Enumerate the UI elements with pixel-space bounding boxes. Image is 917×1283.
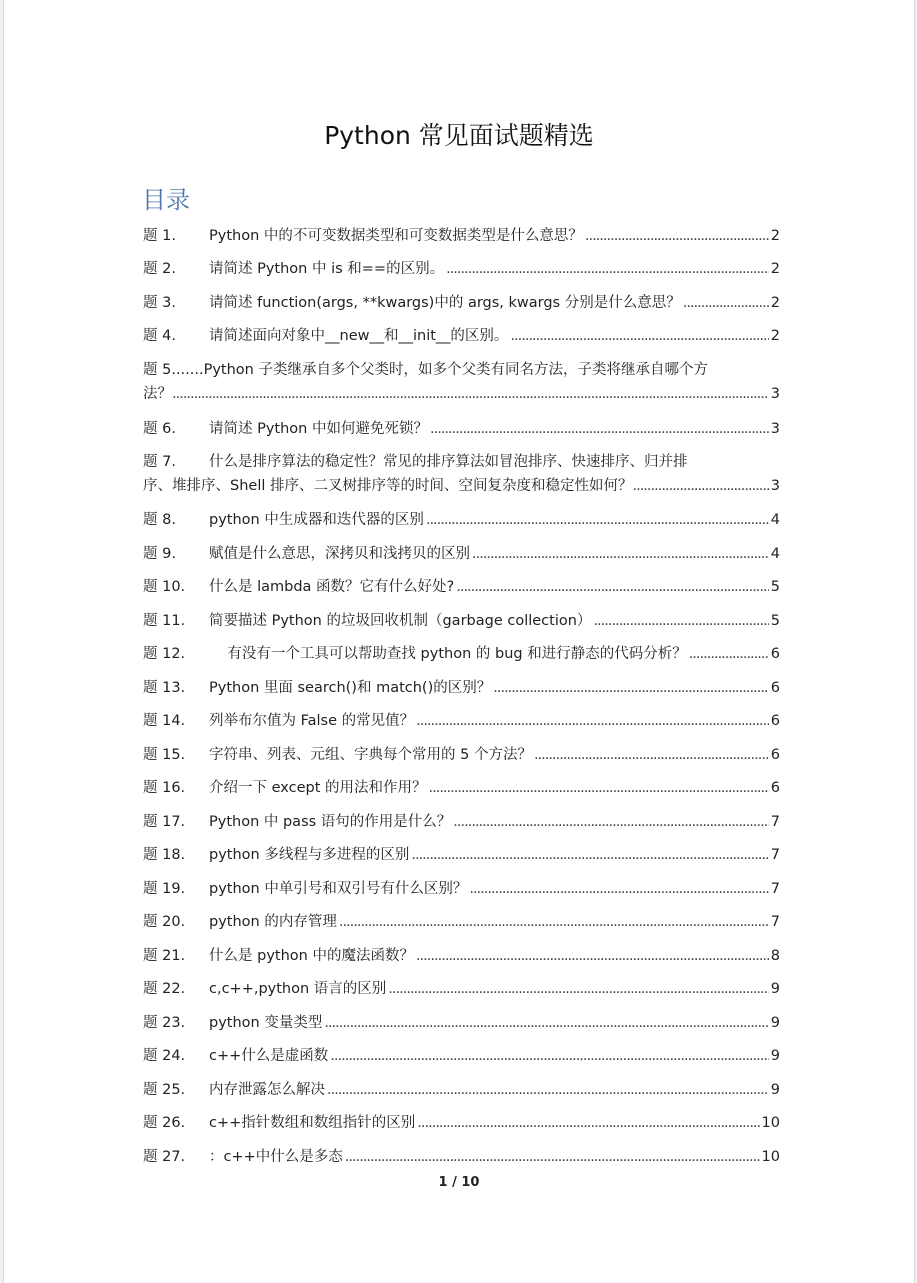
toc-entry-number: 题 7. xyxy=(143,454,176,470)
toc-entry-6[interactable] xyxy=(143,419,780,439)
toc-leader-dots xyxy=(417,1113,759,1133)
toc-entry-title: 题 5.......Python 子类继承自多个父类时，如多个父类有同名方法，子类将继承自哪个方 xyxy=(143,362,708,378)
toc-entry-page: 3 xyxy=(770,386,780,402)
toc-entry-title: Python 中 pass 语句的作用是什么？ xyxy=(209,814,452,830)
toc-entry-title: python 变量类型 xyxy=(209,1015,323,1031)
toc-entry-1[interactable] xyxy=(143,226,780,246)
toc-entry-8[interactable] xyxy=(143,510,780,530)
toc-entry-title: 请简述 Python 中如何避免死锁？ xyxy=(209,421,428,437)
toc-entry-title-cont: 法？ xyxy=(143,386,172,402)
toc-entry-21[interactable] xyxy=(143,946,780,966)
toc-entry-11[interactable] xyxy=(143,611,780,631)
toc-entry-title: 请简述面向对象中__new__和__init__的区别。 xyxy=(209,328,509,344)
toc-entry-26[interactable] xyxy=(143,1113,780,1133)
toc-entry-title-cont: 序、堆排序、Shell 排序、二叉树排序等的时间、空间复杂度和稳定性如何？ xyxy=(143,478,633,494)
toc-leader-dots xyxy=(493,678,769,698)
toc-entry-page: 4 xyxy=(770,512,780,528)
toc-entry-12[interactable] xyxy=(143,644,780,664)
toc-leader-dots xyxy=(430,419,769,439)
toc-entry-page: 10 xyxy=(761,1149,780,1165)
toc-entry-15[interactable] xyxy=(143,745,780,765)
toc-entry-page: 9 xyxy=(770,1082,780,1098)
toc-entry-title: c++指针数组和数组指针的区别 xyxy=(209,1115,416,1131)
toc-entry-18[interactable] xyxy=(143,845,780,865)
toc-entry-title: 介绍一下 except 的用法和作用？ xyxy=(209,780,427,796)
toc-entry-title: Python 中的不可变数据类型和可变数据类型是什么意思？ xyxy=(209,228,583,244)
toc-entry-number: 题 14. xyxy=(143,713,186,729)
toc-entry-number: 题 17. xyxy=(143,814,186,830)
toc-entry-page: 2 xyxy=(770,328,780,344)
toc-entry-10[interactable] xyxy=(143,577,780,597)
toc-entry-2[interactable] xyxy=(143,259,780,279)
toc-entry-number: 题 22. xyxy=(143,981,186,997)
toc-entry-title: 有没有一个工具可以帮助查找 python 的 bug 和进行静态的代码分析？ xyxy=(209,646,687,662)
toc-entry-title: 什么是排序算法的稳定性？常见的排序算法如冒泡排序、快速排序、归并排 xyxy=(209,454,688,470)
toc-entry-number: 题 8. xyxy=(143,512,176,528)
document-page xyxy=(3,0,915,1283)
toc-leader-dots xyxy=(689,644,769,664)
toc-leader-dots xyxy=(453,812,768,832)
page-footer-number: 1 / 10 xyxy=(438,1175,480,1190)
toc-entry-page: 3 xyxy=(770,421,780,437)
toc-leader-dots xyxy=(330,1046,768,1066)
toc-entry-page: 7 xyxy=(770,881,780,897)
toc-leader-dots xyxy=(429,778,769,798)
toc-entry-number: 题 11. xyxy=(143,613,186,629)
toc-entry-page: 4 xyxy=(770,546,780,562)
toc-entry-number: 题 16. xyxy=(143,780,186,796)
toc-entry-page: 6 xyxy=(770,680,780,696)
toc-leader-dots xyxy=(345,1147,760,1167)
toc-entry-22[interactable] xyxy=(143,979,780,999)
toc-entry-page: 9 xyxy=(770,1015,780,1031)
toc-entry-13[interactable] xyxy=(143,678,780,698)
toc-entry-number: 题 18. xyxy=(143,847,186,863)
toc-entry-number: 题 12. xyxy=(143,646,186,662)
toc-entry-number: 题 20. xyxy=(143,914,186,930)
toc-entry-number: 题 6. xyxy=(143,421,176,437)
toc-entry-page: 9 xyxy=(770,981,780,997)
toc-entry-page: 2 xyxy=(770,261,780,277)
toc-entry-number: 题 1. xyxy=(143,228,176,244)
toc-leader-dots xyxy=(411,845,768,865)
toc-entry-title: 请简述 Python 中 is 和==的区别。 xyxy=(209,261,445,277)
toc-entry-title: ：c++中什么是多态 xyxy=(209,1149,343,1165)
toc-entry-20[interactable] xyxy=(143,912,780,932)
toc-entry-number: 题 23. xyxy=(143,1015,186,1031)
toc-leader-dots xyxy=(510,326,768,346)
toc-leader-dots xyxy=(585,226,769,246)
toc-heading: 目录 xyxy=(142,186,190,214)
toc-entry-title: 什么是 python 中的魔法函数？ xyxy=(209,948,414,964)
toc-leader-dots xyxy=(416,946,769,966)
toc-entry-number: 题 25. xyxy=(143,1082,186,1098)
document-title: Python 常见面试题精选 xyxy=(324,121,594,150)
toc-entry-number: 题 9. xyxy=(143,546,176,562)
toc-leader-dots xyxy=(683,293,769,313)
toc-leader-dots xyxy=(456,577,769,597)
toc-entry-title: 内存泄露怎么解决 xyxy=(209,1082,325,1098)
toc-leader-dots xyxy=(534,745,769,765)
toc-entry-title: 请简述 function(args, **kwargs)中的 args, kwargs 分别是什么意思？ xyxy=(209,295,681,311)
toc-entry-page: 5 xyxy=(770,579,780,595)
toc-entry-page: 5 xyxy=(770,613,780,629)
toc-entry-page: 3 xyxy=(770,478,780,494)
toc-entry-number: 题 19. xyxy=(143,881,186,897)
toc-entry-title: 什么是 lambda 函数？它有什么好处? xyxy=(209,579,455,595)
toc-leader-dots xyxy=(593,611,768,631)
toc-entry-title: Python 里面 search()和 match()的区别？ xyxy=(209,680,492,696)
toc-entry-number: 题 15. xyxy=(143,747,186,763)
toc-leader-dots xyxy=(426,510,769,530)
toc-entry-27[interactable] xyxy=(143,1147,780,1167)
toc-entry-page: 2 xyxy=(770,295,780,311)
toc-entry-24[interactable] xyxy=(143,1046,780,1066)
toc-entry-16[interactable] xyxy=(143,778,780,798)
toc-entry-page: 6 xyxy=(770,747,780,763)
toc-entry-number: 题 4. xyxy=(143,328,176,344)
toc-entry-page: 6 xyxy=(770,780,780,796)
toc-entry-4[interactable] xyxy=(143,326,780,346)
toc-entry-number: 题 24. xyxy=(143,1048,186,1064)
toc-entry-number: 题 26. xyxy=(143,1115,186,1131)
toc-entry-5[interactable] xyxy=(143,360,780,404)
toc-entry-3[interactable] xyxy=(143,293,780,313)
toc-entry-page: 6 xyxy=(770,713,780,729)
toc-entry-title: 赋值是什么意思，深拷贝和浅拷贝的区别 xyxy=(209,546,470,562)
toc-entry-number: 题 13. xyxy=(143,680,186,696)
toc-entry-title: python 的内存管理 xyxy=(209,914,337,930)
toc-entry-9[interactable] xyxy=(143,544,780,564)
toc-entry-number: 题 2. xyxy=(143,261,176,277)
toc-leader-dots xyxy=(324,1013,768,1033)
toc-leader-dots xyxy=(388,979,768,999)
toc-entry-title: 列举布尔值为 False 的常见值？ xyxy=(209,713,415,729)
toc-entry-page: 9 xyxy=(770,1048,780,1064)
toc-leader-dots xyxy=(172,384,769,404)
toc-entry-title: 字符串、列表、元组、字典每个常用的 5 个方法？ xyxy=(209,747,532,763)
toc-entry-number: 题 27. xyxy=(143,1149,186,1165)
toc-leader-dots xyxy=(416,711,769,731)
toc-entry-page: 7 xyxy=(770,914,780,930)
toc-leader-dots xyxy=(472,544,769,564)
toc-entry-number: 题 10. xyxy=(143,579,186,595)
toc-entry-7[interactable] xyxy=(143,452,780,496)
toc-entry-19[interactable] xyxy=(143,879,780,899)
toc-entry-23[interactable] xyxy=(143,1013,780,1033)
toc-entry-page: 10 xyxy=(761,1115,780,1131)
toc-entry-title: python 中单引号和双引号有什么区别？ xyxy=(209,881,468,897)
toc-entry-page: 2 xyxy=(770,228,780,244)
toc-entry-page: 6 xyxy=(770,646,780,662)
toc-entry-page: 8 xyxy=(770,948,780,964)
toc-entry-title: 简要描述 Python 的垃圾回收机制（garbage collection） xyxy=(209,613,592,629)
toc-entry-17[interactable] xyxy=(143,812,780,832)
toc-leader-dots xyxy=(327,1080,769,1100)
toc-entry-14[interactable] xyxy=(143,711,780,731)
toc-entry-25[interactable] xyxy=(143,1080,780,1100)
toc-entry-title: c++什么是虚函数 xyxy=(209,1048,329,1064)
toc-leader-dots xyxy=(339,912,769,932)
toc-entry-number: 题 3. xyxy=(143,295,176,311)
toc-leader-dots xyxy=(446,259,769,279)
toc-leader-dots xyxy=(632,476,768,496)
toc-entry-title: python 多线程与多进程的区别 xyxy=(209,847,410,863)
toc-leader-dots xyxy=(469,879,768,899)
toc-entry-number: 题 21. xyxy=(143,948,186,964)
toc-entry-page: 7 xyxy=(770,814,780,830)
toc-entry-title: python 中生成器和迭代器的区别 xyxy=(209,512,424,528)
toc-entry-title: c,c++,python 语言的区别 xyxy=(209,981,387,997)
toc-entry-page: 7 xyxy=(770,847,780,863)
